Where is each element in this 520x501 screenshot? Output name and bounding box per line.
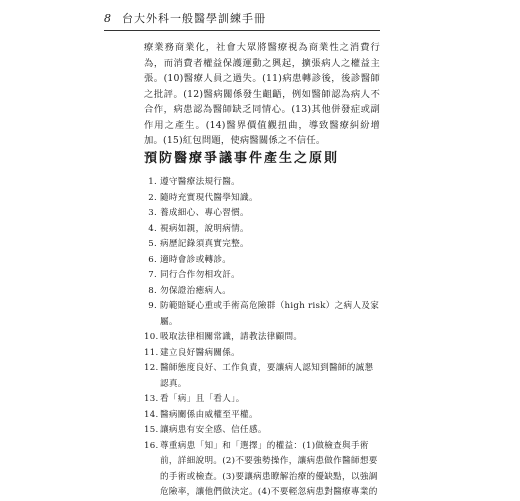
list-item-number: 11.	[144, 347, 159, 358]
list-item-number: 2.	[148, 192, 157, 203]
list-item-text: 視病如親，說明病情。	[160, 223, 249, 234]
list-item	[144, 191, 380, 207]
list-item-text: 遵守醫療法規行醫。	[160, 177, 241, 187]
list-item-number: 3.	[148, 208, 157, 218]
section-title: 預防醫療爭議事件產生之原則	[144, 151, 340, 166]
intro-paragraph: 療業務商業化，社會大眾將醫療視為商業性之消費行為，而消費者權益保護運動之興起，擴張病人之權益主張。(10)醫療人員之過失。(11)病患轉診後，後診醫師之批評。(12)醫病關係發生齟齬，例如醫師認為病人不合作，病患認為醫師缺乏同情心。(13)其他併發症或副作用之產生。(14)醫界價值觀扭曲，導致醫療糾紛增加。(15)紅包問題，使病醫關係之不信任。	[144, 42, 380, 146]
list-item	[144, 284, 380, 300]
list-item	[144, 253, 380, 269]
list-item-number: 12.	[144, 363, 159, 373]
list-item-number: 14.	[144, 409, 159, 420]
list-item-text: 養成細心、專心習慣。	[160, 208, 249, 218]
list-item-text: 適時會診或轉診。	[160, 254, 232, 265]
list-item	[144, 175, 380, 191]
list-item-text: 病歷記錄須真實完整。	[160, 239, 249, 249]
principles-list	[144, 175, 380, 501]
header-rule	[104, 30, 380, 31]
list-item-number: 5.	[148, 239, 157, 249]
list-item	[144, 408, 380, 424]
list-item	[144, 330, 380, 346]
list-item	[144, 346, 380, 362]
list-item-text: 醫師態度良好、工作負責，要讓病人認知到醫師的誠懇認真。	[160, 363, 374, 389]
list-item-number: 10.	[144, 332, 159, 342]
list-item	[144, 392, 380, 408]
list-item-text: 尊重病患「知」和「選擇」的權益：(1)做檢查與手術前，詳細說明。(2)不要強勢操作，讓病患做作醫師想要的手術或檢查。(3)要讓病患瞭解治療的優缺點，以強調危險率，讓他們做決定。(4)不要輕忽病患對醫療專業的	[160, 440, 378, 497]
list-item-text: 吸取法律相關常識，請教法律顧問。	[160, 332, 303, 342]
list-item-text: 同行合作勿相攻訐。	[160, 270, 241, 280]
list-item-text: 讓病患有安全感、信任感。	[160, 425, 267, 435]
list-item	[144, 206, 380, 222]
page-number: 8	[104, 12, 112, 25]
list-item-text: 醫病關係由威權至平權。	[160, 409, 258, 420]
list-item-number: 4.	[148, 223, 157, 234]
list-item-number: 15.	[144, 425, 159, 435]
list-item	[144, 222, 380, 238]
list-item-text: 看「病」且「看人」。	[160, 394, 245, 404]
list-item	[144, 268, 380, 284]
list-item-text: 隨時充實現代醫學知識。	[160, 192, 258, 203]
list-item-number: 16.	[144, 440, 159, 451]
book-title: 台大外科一般醫學訓練手冊	[122, 12, 266, 25]
list-item-number: 8.	[148, 285, 157, 296]
list-item	[144, 423, 380, 439]
list-item-number: 13.	[144, 394, 159, 404]
list-item	[144, 439, 380, 501]
list-item-number: 9.	[148, 301, 157, 311]
list-item	[144, 361, 380, 392]
list-item	[144, 299, 380, 330]
running-header	[104, 12, 380, 26]
list-item	[144, 237, 380, 253]
list-item-number: 1.	[148, 177, 157, 187]
list-item-text: 防範賠疑心重或手術高危險群（high risk）之病人及家屬。	[160, 301, 380, 327]
list-item-number: 6.	[148, 254, 157, 265]
list-item-number: 7.	[148, 270, 157, 280]
list-item-text: 勿保證治癒病人。	[160, 285, 232, 296]
list-item-text: 建立良好醫病關係。	[160, 347, 241, 358]
